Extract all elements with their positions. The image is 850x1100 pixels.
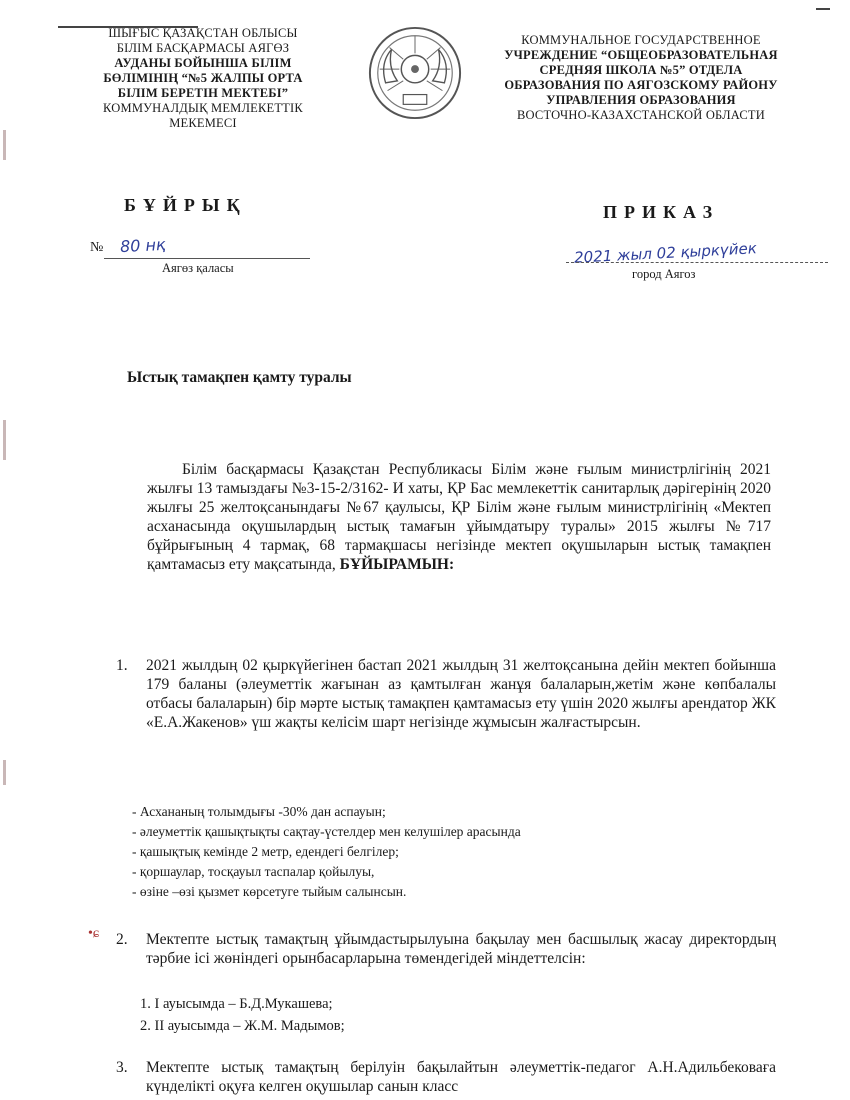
number-sign: № bbox=[90, 240, 104, 255]
list-item: - әлеуметтік қашықтықты сақтау-үстелдер мен келушілер арасында bbox=[132, 824, 521, 839]
handwritten-order-number: 80 нқ bbox=[119, 234, 167, 257]
order-number-line bbox=[90, 234, 312, 257]
order-item-number: 2. bbox=[116, 931, 128, 948]
scan-edge-mark bbox=[3, 130, 6, 160]
order-word: БҰЙЫРАМЫН: bbox=[339, 556, 455, 573]
header-kz-line: БӨЛІМІНІҢ “№5 ЖАЛПЫ ОРТА bbox=[103, 71, 303, 85]
order-item-text: Мектепте ыстық тамақтың берілуін бақылайтын әлеуметтік-педагог А.Н.Адильбековаға күнделікті оқуға келген оқушылар санын класс bbox=[146, 1059, 776, 1095]
header-ru-line: УПРАВЛЕНИЯ ОБРАЗОВАНИЯ bbox=[546, 93, 736, 107]
header-ru-line: КОММУНАЛЬНОЕ ГОСУДАРСТВЕННОЕ bbox=[521, 33, 761, 47]
date-underline bbox=[566, 262, 828, 263]
order-item bbox=[116, 656, 776, 732]
header-kz-line: БІЛІМ БЕРЕТІН МЕКТЕБІ” bbox=[117, 86, 289, 100]
header-ru-line: ВОСТОЧНО-КАЗАХСТАНСКОЙ ОБЛАСТИ bbox=[517, 108, 765, 122]
requirements-list bbox=[132, 802, 521, 902]
intro-text: Білім басқармасы Қазақстан Республикасы Білім және ғылым министрлігінің 2021 жылғы 13 тамыздағы №3-15-2/3162- И хаты, ҚР Бас мемлекеттік санитарлық дәрігерінің 2020 жылғы 25 желтоқсанындағы №67 қаулысы, ҚР Білім және ғылым министрлігінің «Мектеп асханасында оқушылардың ыстық тамағын ұйымдатыру туралы» 2015 жылғы №717 бұйрығының 4 тармақ, 68 тармақшасы негізінде мектеп оқушыларын ыстық тамақпен қамтамасыз ету мақсатында, bbox=[147, 461, 771, 573]
order-item-number: 1. bbox=[116, 657, 128, 674]
order-item bbox=[116, 930, 776, 968]
header-ru-line: УЧРЕЖДЕНИЕ “ОБЩЕОБРАЗОВАТЕЛЬНАЯ bbox=[504, 48, 778, 62]
header-kazakh bbox=[58, 26, 348, 131]
intro-paragraph bbox=[147, 460, 771, 574]
list-item: - қоршаулар, тосқауыл таспалар қойылуы, bbox=[132, 864, 375, 879]
header-kz-line: КОММУНАЛДЫҚ МЕМЛЕКЕТТІК bbox=[103, 101, 303, 115]
city-russian: город Аягоз bbox=[632, 267, 696, 281]
order-item-number: 3. bbox=[116, 1059, 128, 1076]
state-emblem-icon bbox=[366, 24, 464, 122]
header-ru-line: СРЕДНЯЯ ШКОЛА №5” ОТДЕЛА bbox=[539, 63, 743, 77]
header-russian bbox=[476, 33, 806, 123]
number-underline bbox=[104, 258, 310, 259]
header-kz-line: БІЛІМ БАСҚАРМАСЫ АЯГӨЗ bbox=[116, 41, 290, 55]
order-date-line bbox=[566, 239, 836, 267]
scan-edge-mark bbox=[3, 760, 6, 785]
sub-item: 1. I ауысымда – Б.Д.Мукашева; bbox=[140, 996, 333, 1012]
header-kz-line: МЕКЕМЕСІ bbox=[169, 116, 237, 130]
sub-item: 2. II ауысымда – Ж.М. Мадымов; bbox=[140, 1018, 345, 1034]
header-kz-line: ШЫҒЫС ҚАЗАҚСТАН ОБЛЫСЫ bbox=[108, 26, 298, 40]
list-item: - өзіне –өзі қызмет көрсетуге тыйым салынсын. bbox=[132, 884, 407, 899]
order-item bbox=[116, 1058, 776, 1096]
handwritten-date: 2021 жыл 02 қыркүйек bbox=[573, 239, 758, 267]
order-title-kazakh: БҰЙРЫҚ bbox=[124, 195, 247, 215]
order-item-text: Мектепте ыстық тамақтың ұйымдастырылуына бақылау мен басшылық жасау директордың тәрбие ісі жөніндегі орынбасарларына төмендегідей міндеттелсін: bbox=[146, 931, 776, 967]
list-item: - қашықтық кемінде 2 метр, едендегі белгілер; bbox=[132, 844, 399, 859]
margin-handwritten-mark: •ɕ bbox=[88, 926, 100, 941]
order-item-text: 2021 жылдың 02 қыркүйегінен бастап 2021 жылдың 31 желтоқсанына дейін мектеп бойынша 179 баланы (әлеуметтік жағынан аз қамтылған жанұя балаларын,жетім және көпбалалы отбасы балаларын) бір мәрте ыстық тамақпен қамтамасыз ету үшін 2020 жылғы арендатор ЖК «Е.А.Жакенов» үш жақты келісім шарт негізінде жұмысын жалғастырсын. bbox=[146, 657, 776, 731]
order-title-russian: ПРИКАЗ bbox=[603, 202, 720, 222]
list-item: - Асхананың толымдығы -30% дан аспауын; bbox=[132, 804, 386, 819]
scan-edge-mark bbox=[3, 420, 6, 460]
header-ru-line: ОБРАЗОВАНИЯ ПО АЯГОЗСКОМУ РАЙОНУ bbox=[504, 78, 778, 92]
scan-artifact bbox=[816, 8, 830, 10]
header-kz-line: АУДАНЫ БОЙЫНША БІЛІМ bbox=[114, 56, 292, 70]
document-title: Ыстық тамақпен қамту туралы bbox=[127, 369, 352, 386]
city-kazakh: Аягөз қаласы bbox=[162, 261, 234, 275]
